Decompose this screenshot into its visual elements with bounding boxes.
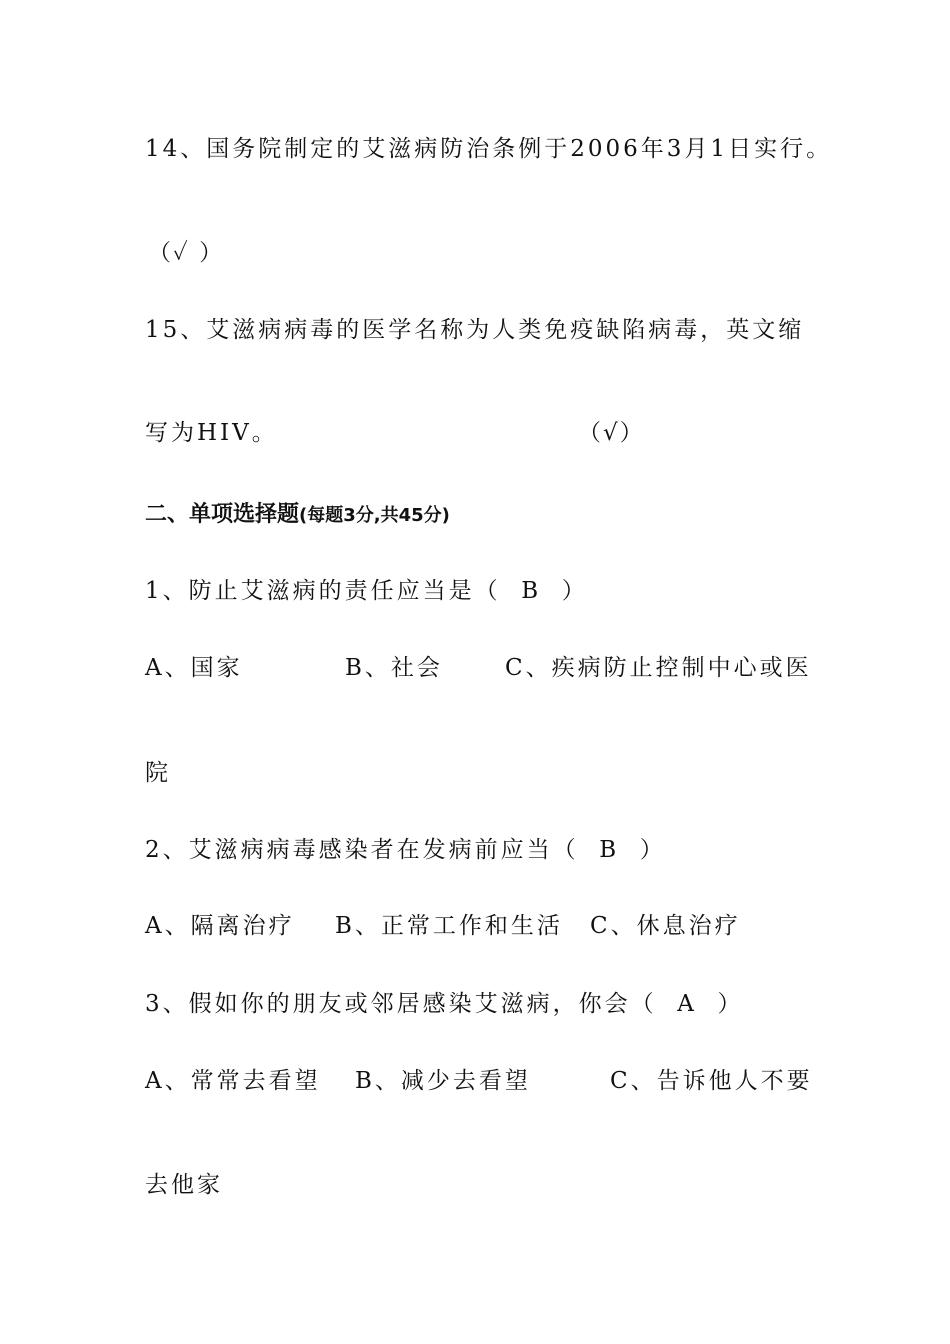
question-2-option-a: A、隔离治疗 xyxy=(145,913,295,939)
question-2-stem: 2、艾滋病病毒感染者在发病前应当（ B ） xyxy=(145,837,666,863)
section-heading xyxy=(145,500,450,531)
question-3-option-c: C、告诉他人不要 xyxy=(610,1068,813,1094)
question-1-option-c: C、疾病防止控制中心或医 xyxy=(505,655,812,681)
question-3-stem: 3、假如你的朋友或邻居感染艾滋病，你会（ A ） xyxy=(145,991,744,1017)
question-1-option-b: B、社会 xyxy=(345,655,443,681)
question-1-option-a: A、国家 xyxy=(145,655,243,681)
section-title: 二、单项选择题 xyxy=(145,502,300,527)
section-subtitle: (每题3分,共45分) xyxy=(299,505,450,526)
question-14-text: 14、国务院制定的艾滋病防治条例于2006年3月1日实行。 xyxy=(145,136,833,162)
question-2-option-b: B、正常工作和生活 xyxy=(335,913,563,939)
question-1-option-c-continued: 院 xyxy=(145,760,171,786)
question-15-text-line2: 写为HIV。 xyxy=(145,420,278,446)
question-3-option-a: A、常常去看望 xyxy=(145,1068,321,1094)
question-15-answer-mark: （√） xyxy=(578,420,645,446)
question-3-option-c-continued: 去他家 xyxy=(145,1172,223,1198)
question-1-stem: 1、防止艾滋病的责任应当是（ B ） xyxy=(145,578,588,604)
question-2-option-c: C、休息治疗 xyxy=(590,913,741,939)
question-15-text-line1: 15、艾滋病病毒的医学名称为人类免疫缺陷病毒，英文缩 xyxy=(145,317,805,343)
question-14-answer-mark: （✓ ） xyxy=(148,240,225,266)
question-3-option-b: B、减少去看望 xyxy=(355,1068,531,1094)
